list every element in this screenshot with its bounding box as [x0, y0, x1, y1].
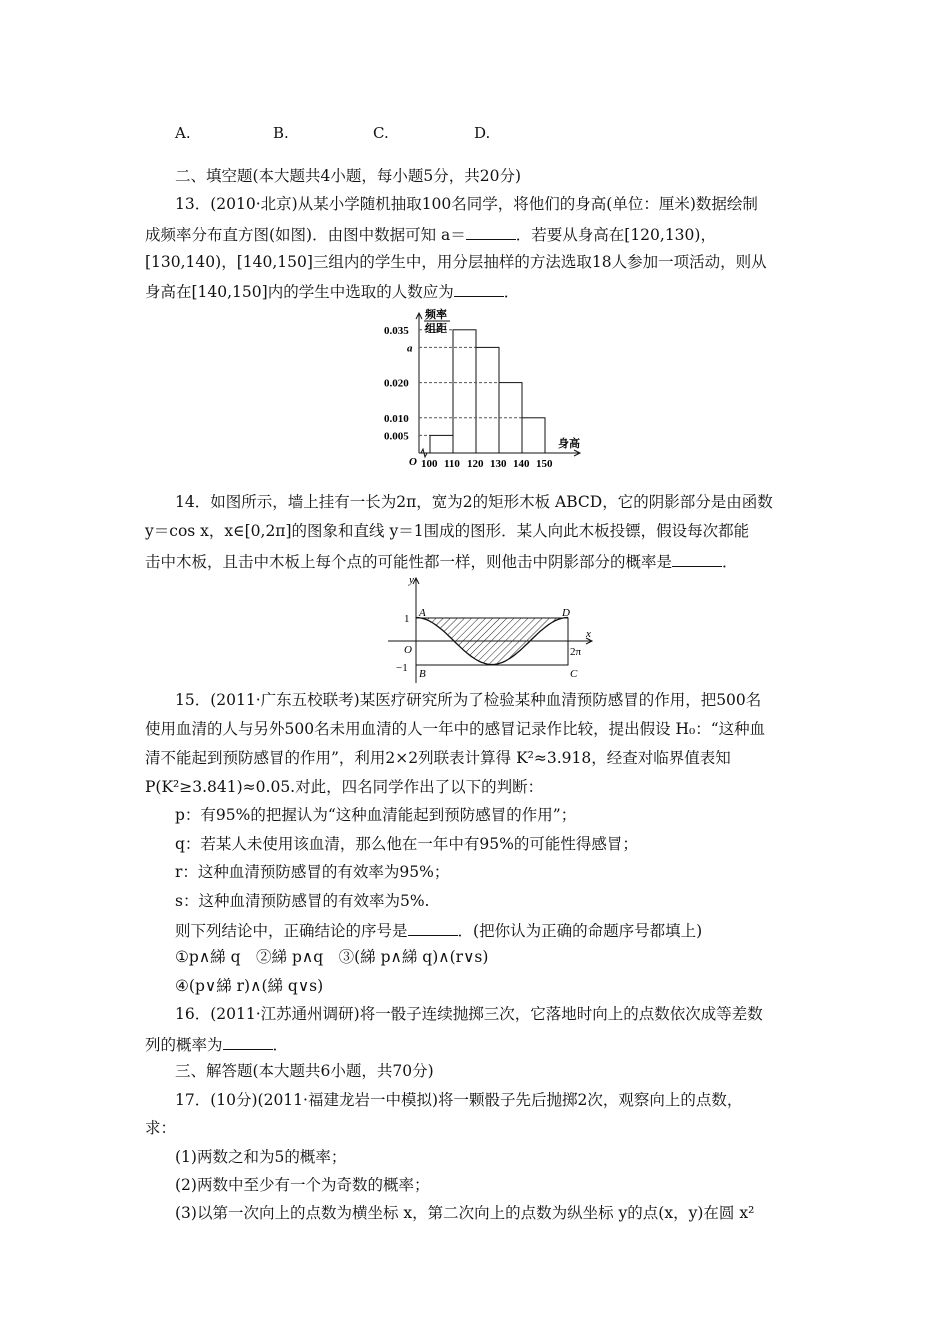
q15-statement-q: q：若某人未使用该血清，那么他在一年中有95%的可能性得感冒； — [175, 835, 638, 853]
origin-label: O — [404, 644, 412, 656]
q13-line-4: 身高在[140,150]内的学生中选取的人数应为 ． — [145, 280, 519, 302]
x-tick-label: 100 — [421, 458, 438, 470]
q15-statement-r: r：这种血清预防感冒的有效率为95%； — [175, 863, 450, 881]
histogram-bar — [476, 347, 499, 453]
q14-line-1: 14．如图所示，墙上挂有一长为2π，宽为2的矩形木板 ABCD，它的阴影部分是由函数 — [175, 493, 773, 511]
q16-line-1: 16．(2011·江苏通州调研)将一骰子连续抛掷三次，它落地时向上的点数依次成等差数 — [175, 1005, 763, 1023]
y-label-top: 频率 — [425, 309, 447, 321]
q16-line-2: 列的概率为 ． — [145, 1033, 288, 1055]
histogram-bar — [430, 435, 453, 453]
q17-part-1: (1)两数之和为5的概率； — [175, 1148, 347, 1166]
point-b-label: B — [419, 668, 426, 680]
q17-part-3: (3)以第一次向上的点数为横坐标 x，第二次向上的点数为纵坐标 y的点(x，y)在圆 x² — [175, 1204, 755, 1222]
q15-options-2: ④(p∨綈 r)∧(綈 q∨s) — [175, 977, 324, 995]
origin-label: O — [409, 456, 417, 468]
q15-statement-p: p：有95%的把握认为“这种血清能起到预防感冒的作用”； — [175, 806, 577, 824]
tick-1-label: 1 — [404, 613, 410, 625]
q15-statement-s: s：这种血清预防感冒的有效率为5%. — [175, 892, 430, 910]
x-tick-label: 110 — [444, 458, 460, 470]
section-heading-fill-in: 二、填空题(本大题共4小题，每小题5分，共20分) — [175, 167, 522, 185]
y-tick-label: 0.035 — [384, 324, 409, 337]
x-tick-label: 140 — [513, 458, 530, 470]
y-tick-label: 0.010 — [384, 412, 409, 425]
q15-options-1: ①p∧綈 q ②綈 p∧q ③(綈 p∧綈 q)∧(r∨s) — [175, 948, 489, 966]
x-axis-label: 身高 — [558, 438, 580, 450]
q15-line-2: 使用血清的人与另外500名未用血清的人一年中的感冒记录作比较，提出假设 H₀：“这种血 — [145, 720, 766, 738]
section-heading-solutions: 三、解答题(本大题共6小题，共70分) — [175, 1062, 434, 1080]
q15-line-3: 清不能起到预防感冒的作用”，利用2×2列联表计算得 K²≈3.918，经查对临界值表知 — [145, 749, 731, 767]
q15-line-1: 15．(2011·广东五校联考)某医疗研究所为了检验某种血清预防感冒的作用，把500名 — [175, 691, 762, 709]
option-c: C. — [373, 124, 389, 142]
q13-line-2: 成频率分布直方图(如图)．由图中数据可知 a＝ ．若要从身高在[120,130)， — [145, 223, 716, 245]
x-tick-label: 120 — [467, 458, 484, 470]
y-label-bottom: 组距 — [425, 323, 447, 335]
q13-line-3: [130,140)，[140,150]三组内的学生中，用分层抽样的方法选取18人参加一项活动，则从 — [145, 253, 767, 271]
answer-blank — [223, 1033, 273, 1050]
q15-question: 则下列结论中，正确结论的序号是 ．(把你认为正确的命题序号都填上) — [175, 919, 702, 941]
q17-line-2: 求： — [145, 1119, 177, 1137]
point-a-label: A — [419, 607, 426, 619]
y-tick-label: 0.005 — [384, 430, 409, 443]
answer-blank — [466, 223, 516, 240]
point-d-label: D — [562, 607, 570, 619]
answer-blank — [672, 550, 722, 567]
q17-part-2: (2)两数中至少有一个为奇数的概率； — [175, 1176, 430, 1194]
y-axis-label: y — [409, 575, 414, 586]
tick-2pi-label: 2π — [570, 646, 582, 658]
q14-line-3: 击中木板，且击中木板上每个点的可能性都一样，则他击中阴影部分的概率是 ． — [145, 550, 738, 572]
x-tick-label: 130 — [490, 458, 507, 470]
histogram-bar — [453, 330, 476, 453]
q15-line-4: P(K²≥3.841)≈0.05.对此，四名同学作出了以下的判断： — [145, 778, 544, 796]
histogram-bar — [522, 418, 545, 453]
option-b: B. — [273, 124, 289, 142]
y-tick-label: a — [407, 342, 413, 355]
option-a: A. — [175, 124, 191, 142]
y-tick-label: 0.020 — [384, 377, 409, 390]
answer-blank — [454, 280, 504, 297]
option-d: D. — [474, 124, 491, 142]
cosine-board-figure — [380, 575, 620, 687]
x-tick-label: 150 — [536, 458, 553, 470]
height-histogram — [375, 305, 615, 485]
q13-line-1: 13．(2010·北京)从某小学随机抽取100名同学，将他们的身高(单位：厘米)数据绘制 — [175, 195, 758, 213]
q14-line-2: y＝cos x，x∈[0,2π]的图象和直线 y＝1围成的图形．某人向此木板投镖，假设每次都能 — [145, 522, 750, 540]
answer-blank — [408, 919, 458, 936]
x-axis-label: x — [586, 628, 591, 640]
q17-line-1: 17．(10分)(2011·福建龙岩一中模拟)将一颗骰子先后抛掷2次，观察向上的点数， — [175, 1091, 743, 1109]
point-c-label: C — [570, 668, 578, 680]
tick-minus-1-label: −1 — [396, 662, 408, 674]
